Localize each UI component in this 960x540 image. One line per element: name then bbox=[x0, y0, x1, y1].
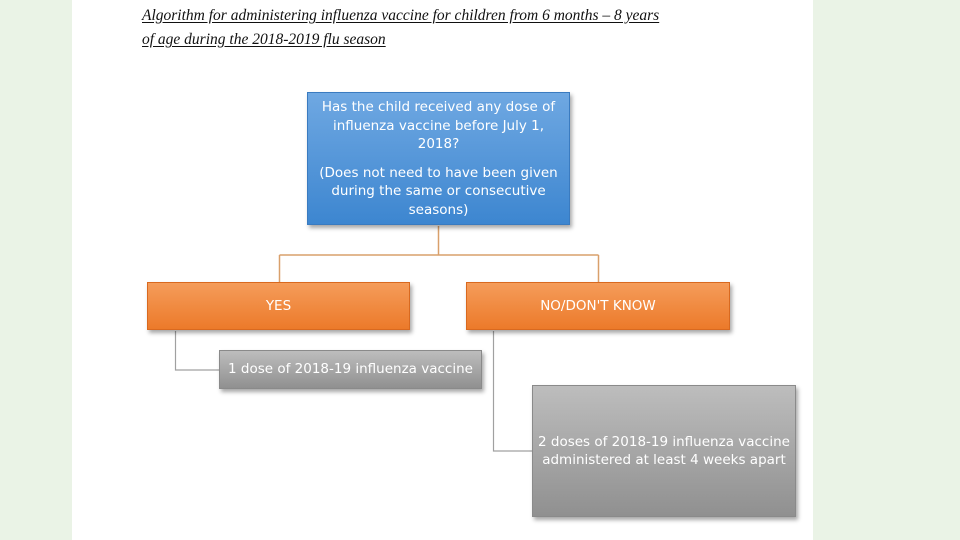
connector-yes-to-outcome bbox=[176, 331, 220, 370]
question-note: (Does not need to have been given during the same or consecutive seasons) bbox=[319, 164, 558, 218]
no-box bbox=[466, 282, 730, 330]
one-dose-box bbox=[219, 350, 482, 389]
two-doses-text: 2 doses of 2018-19 influenza vaccine administered at least 4 weeks apart bbox=[538, 433, 790, 468]
one-dose-text: 1 dose of 2018-19 influenza vaccine bbox=[228, 361, 473, 378]
no-label: NO/DON'T KNOW bbox=[540, 298, 656, 314]
title-line-2: of age during the 2018-2019 flu season bbox=[142, 31, 386, 48]
question-box bbox=[307, 92, 570, 225]
title-line-1: Algorithm for administering influenza vaccine for children from 6 months – 8 years bbox=[142, 7, 660, 24]
question-text: Has the child received any dose of influenza vaccine before July 1, 2018? bbox=[321, 99, 556, 152]
yes-label: YES bbox=[265, 298, 292, 314]
two-doses-box bbox=[532, 385, 796, 517]
yes-box bbox=[147, 282, 410, 330]
connector-question-to-answers bbox=[280, 226, 599, 282]
connector-no-to-outcome bbox=[494, 331, 533, 451]
